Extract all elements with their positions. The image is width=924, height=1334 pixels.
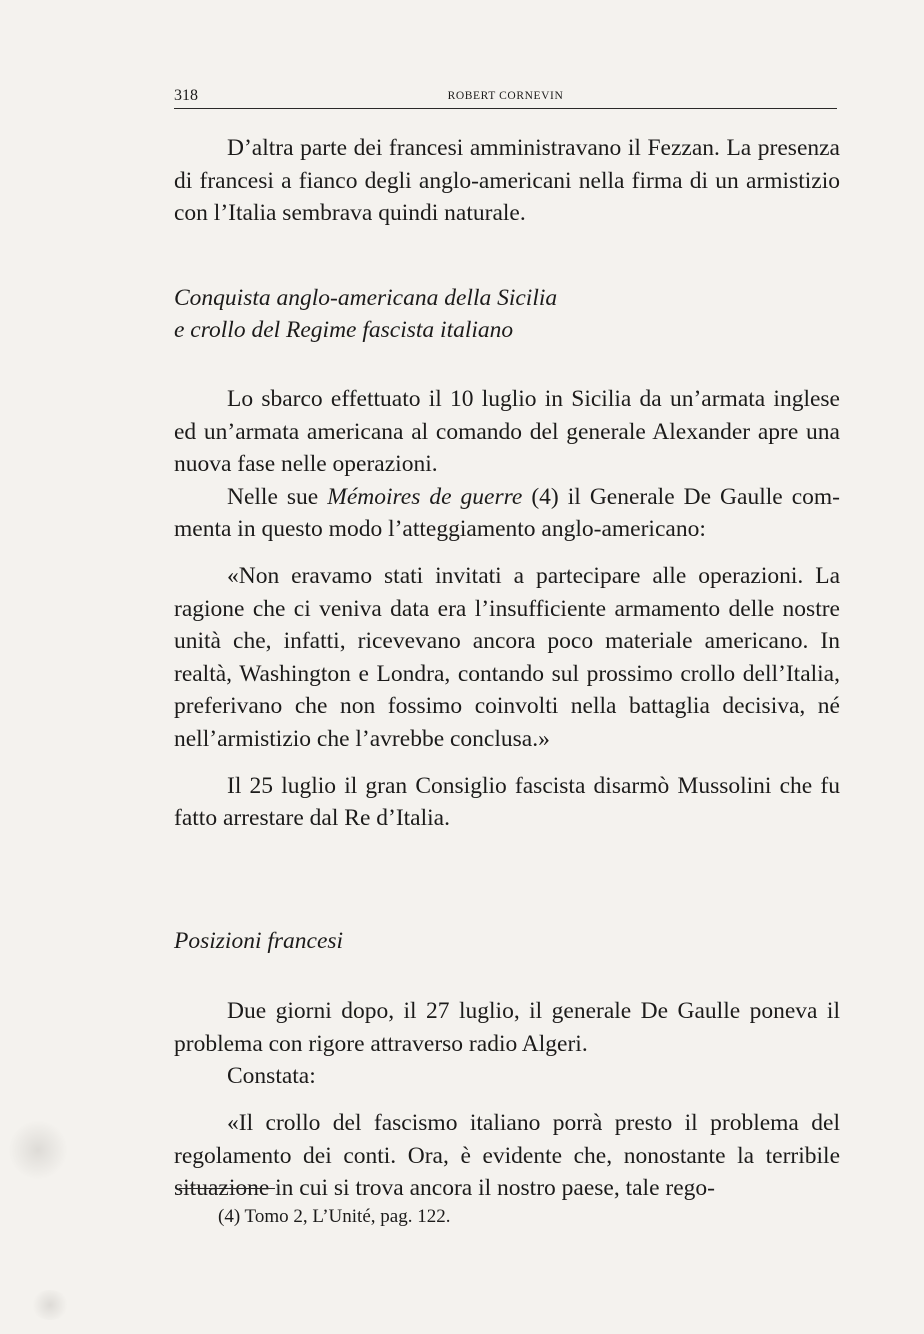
footnote-rule <box>179 1188 275 1189</box>
paragraph-text: Nelle sue <box>227 483 328 510</box>
quote-paragraph: «Il crollo del fascismo italiano porrà presto il problema del regolamento dei conti. Ora, è evidente che, nonostante la terribile situazione in cui si trova ancora il nostro paese, tale rego- <box>174 1110 840 1202</box>
section-heading: Posizioni francesi <box>174 927 344 954</box>
section-heading-line: e crollo del Regime fascista italiano <box>174 317 514 344</box>
section-heading-line: Conquista anglo-americana della Sicilia <box>174 284 558 311</box>
paragraph <box>174 481 840 546</box>
page-body <box>174 132 840 1205</box>
paragraph-text: (4) il Generale De Gaulle commenta in questo modo l’atteggiamento anglo-americano: <box>174 483 840 543</box>
page-header <box>174 86 837 109</box>
quote-paragraph: «Non eravamo stati invitati a partecipare alle operazioni. La ragione che ci veniva data era l’insufficiente armamento delle nostre unità che, infatti, ricevevano ancora poco materiale americano. In realtà, Washington e Londra, contando sul prossimo crollo dell’Italia, preferivano che non fossimo coinvolti nella battaglia decisiva, né nell’armistizio che l’avrebbe conclusa.» <box>174 562 840 752</box>
running-head: ROBERT CORNEVIN <box>447 90 564 102</box>
paragraph: D’altra parte dei francesi amministravano il Fezzan. La presenza di francesi a fianco degli anglo-americani nella firma di un armistizio con l’Italia sembrava quindi naturale. <box>174 135 840 227</box>
page-number: 318 <box>174 87 198 104</box>
paper-smudge <box>8 1120 68 1180</box>
paragraph: Constata: <box>227 1063 316 1090</box>
paragraph: Due giorni dopo, il 27 luglio, il generale De Gaulle poneva il problema con rigore attraverso radio Algeri. <box>174 998 840 1057</box>
footnote: (4) Tomo 2, L’Unité, pag. 122. <box>218 1206 451 1227</box>
paragraph: Il 25 luglio il gran Consiglio fascista disarmò Mussolini che fu fatto arrestare dal Re d’Italia. <box>174 772 840 832</box>
paper-smudge <box>30 1290 70 1320</box>
section-heading <box>174 282 840 347</box>
paragraph: Lo sbarco effettuato il 10 luglio in Sicilia da un’armata inglese ed un’armata americana al comando del generale Alexander apre una nuova fase nelle operazioni. <box>174 385 840 478</box>
book-title: Mémoires de guerre <box>327 483 523 510</box>
